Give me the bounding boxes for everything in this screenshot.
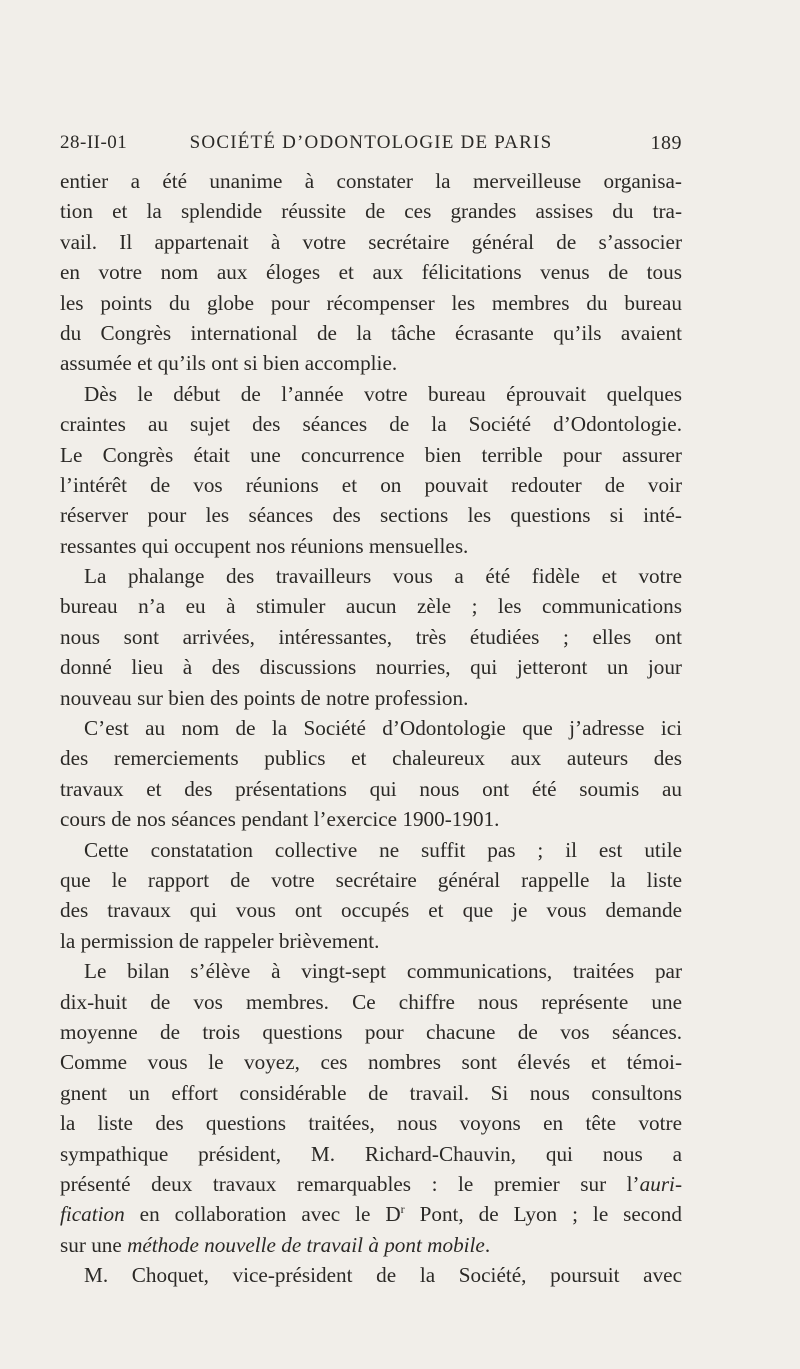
text-line: Comme vous le voyez, ces nombres sont élevés et témoi- [60,1050,682,1075]
superscript: r [400,1202,405,1217]
text-line: gnent un effort considérable de travail. Si nous consultons [60,1080,682,1105]
text-line: assumée et qu’ils ont si bien accomplie. [60,351,398,376]
running-header [60,132,682,158]
text-line: bureau n’a eu à stimuler aucun zèle ; les communications [60,594,682,619]
text-line: nouveau sur bien des points de notre profession. [60,685,469,710]
header-title: SOCIÉTÉ D’ODONTOLOGIE DE PARIS [189,132,553,153]
text-line [60,1169,682,1199]
text-line [60,1199,682,1229]
text-line: craintes au sujet des séances de la Société d’Odontologie. [60,412,682,437]
text-line: sympathique président, M. Richard-Chauvin, qui nous a [60,1141,682,1166]
header-date: 28-II-01 [60,132,128,153]
text-line: la permission de rappeler brièvement. [60,928,380,953]
text-line: les points du globe pour récompenser les membres du bureau [60,290,682,315]
text-line: tion et la splendide réussite de ces grandes assises du tra- [60,199,682,224]
text-line: Le bilan s’élève à vingt-sept communications, traitées par [84,959,682,984]
text-line: Cette constatation collective ne suffit pas ; il est utile [84,837,682,862]
text-line: en votre nom aux éloges et aux félicitations venus de tous [60,260,682,285]
text-line: M. Choquet, vice-président de la Société, poursuit avec [84,1263,682,1288]
text-line: Le Congrès était une concurrence bien terrible pour assurer [60,442,682,467]
italic-span: auri- [639,1171,682,1196]
text-line: cours de nos séances pendant l’exercice 1900-1901. [60,807,500,832]
text-line: La phalange des travailleurs vous a été fidèle et votre [84,564,682,589]
text-line: des remerciements publics et chaleureux aux auteurs des [60,746,682,771]
text-line: réserver pour les séances des sections les questions si inté- [60,503,682,528]
body-text [60,166,682,1290]
text-line: des travaux qui vous ont occupés et que je vous demande [60,898,682,923]
italic-span: fication [60,1202,125,1227]
text-line: Dès le début de l’année votre bureau éprouvait quelques [84,381,682,406]
text-span: Pont, de Lyon ; le second [404,1202,682,1227]
text-span: sur une [60,1232,128,1257]
text-span: en collaboration avec le D [124,1202,401,1227]
text-line: la liste des questions traitées, nous voyons en tête votre [60,1111,682,1136]
italic-span: méthode nouvelle de travail à pont mobile [127,1232,485,1257]
text-span: présenté deux travaux remarquables : le premier sur l’ [60,1171,640,1196]
text-line: que le rapport de votre secrétaire général rappelle la liste [60,867,682,892]
text-line: nous sont arrivées, intéressantes, très étudiées ; elles ont [60,624,682,649]
text-line: du Congrès international de la tâche écrasante qu’ils avaient [60,320,682,345]
page-number: 189 [650,132,682,154]
text-line: entier a été unanime à constater la merveilleuse organisa- [60,169,682,193]
text-line: l’intérêt de vos réunions et on pouvait redouter de voir [60,472,682,497]
text-line: ressantes qui occupent nos réunions mensuelles. [60,533,469,558]
text-line: vail. Il appartenait à votre secrétaire général de s’associer [60,229,682,254]
text-line: donné lieu à des discussions nourries, qui jetteront un jour [60,655,682,680]
text-line: travaux et des présentations qui nous ont été soumis au [60,776,682,801]
text-line: C’est au nom de la Société d’Odontologie que j’adresse ici [84,716,682,741]
text-line [60,1230,682,1260]
text-span: . [484,1232,491,1257]
text-line: dix-huit de vos membres. Ce chiffre nous représente une [60,989,682,1014]
text-line: moyenne de trois questions pour chacune de vos séances. [60,1019,682,1044]
